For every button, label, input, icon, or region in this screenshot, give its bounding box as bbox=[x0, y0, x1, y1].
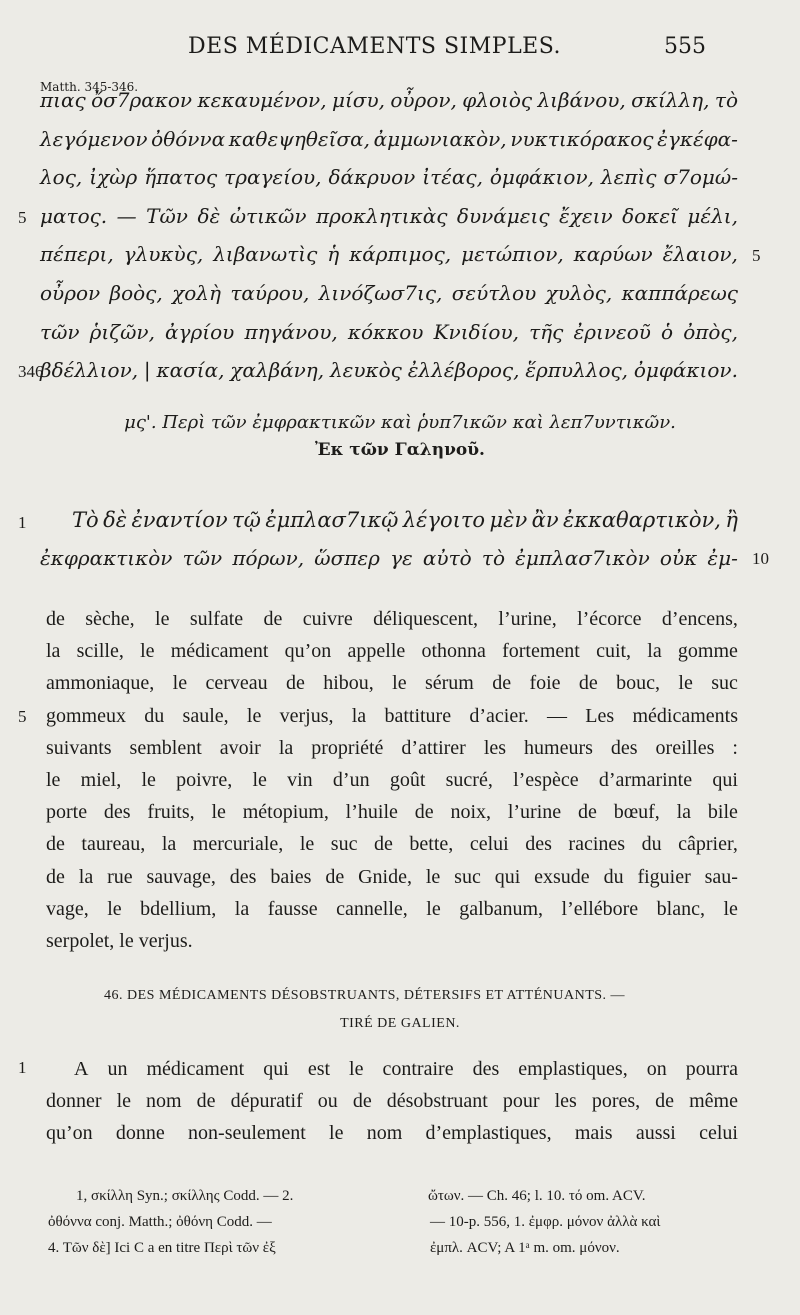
line-number: 5 bbox=[18, 207, 27, 227]
line-number: 5 bbox=[752, 246, 761, 266]
french-line: serpolet, le verjus. bbox=[46, 930, 193, 952]
greek-section-heading: μς'. Περὶ τῶν ἐμφρακτικῶν καὶ ῥυπ7ικῶν καὶ λεπ7υντικῶν. bbox=[124, 412, 676, 433]
french-line: la scille, le médicament qu’on appelle othonna fortement cuit, la gomme bbox=[46, 640, 738, 663]
greek-line: πιας ὄσ7ρακον κεκαυμένον, μίσυ, οὖρον, φλοιὸς λιβάνου, σκίλλη, τὸ bbox=[40, 88, 738, 112]
french-section-line: qu’on donne non-seulement le nom d’emplastiques, mais aussi celui bbox=[46, 1122, 738, 1144]
french-line: de la rue sauvage, des baies de Gnide, le suc qui exsude du figuier sau- bbox=[46, 865, 738, 888]
reference-note: Matth. 345-346. bbox=[40, 80, 139, 94]
line-number: 5 bbox=[18, 706, 27, 726]
french-section-line: A un médicament qui est le contraire des emplastiques, on pourra bbox=[74, 1058, 738, 1080]
page-number: 555 bbox=[664, 34, 706, 59]
greek-section-subheading: Ἐκ τῶν Γαληνοῦ. bbox=[315, 440, 485, 460]
footnote-left-line: ὀθόννα conj. Matth.; ὀθόνη Codd. — bbox=[48, 1214, 272, 1230]
french-line: de sèche, le sulfate de cuivre déliquescent, l’urine, l’écorce d’encens, bbox=[46, 608, 738, 630]
french-section-heading: 46. DES MÉDICAMENTS DÉSOBSTRUANTS, DÉTERSIFS ET ATTÉNUANTS. — bbox=[104, 988, 626, 1003]
greek-line: οὖρον βοὸς, χολὴ ταύρου, λινόζωσ7ις, σεύτλου χυλὸς, καππάρεως bbox=[40, 281, 738, 305]
footnote-left-line: 4. Τῶν δὲ] Ici C a en titre Περὶ τῶν ἐξ bbox=[48, 1240, 276, 1256]
running-title: DES MÉDICAMENTS SIMPLES. bbox=[188, 34, 562, 59]
french-line: suivants semblent avoir la propriété d’attirer les humeurs des oreilles : bbox=[46, 736, 738, 759]
french-section-line: donner le nom de dépuratif ou de désobstruant pour les pores, de même bbox=[46, 1090, 738, 1112]
french-line: ammoniaque, le cerveau de hibou, le sérum de foie de bouc, le suc bbox=[46, 672, 738, 695]
french-section-subheading: TIRÉ DE GALIEN. bbox=[340, 1016, 460, 1031]
french-line: gommeux du saule, le verjus, la battiture d’acier. — Les médicaments bbox=[46, 704, 738, 727]
greek-section-line: ἐκφρακτικὸν τῶν πόρων, ὥσπερ γε αὐτὸ τὸ ἐμπλασ7ικὸν οὐκ ἐμ- bbox=[40, 546, 738, 570]
footnote-left-line: 1, σκίλλη Syn.; σκίλλης Codd. — 2. bbox=[76, 1188, 294, 1204]
french-line: porte des fruits, le métopium, l’huile de noix, l’urine de bœuf, la bile bbox=[46, 801, 738, 824]
french-line: de taureau, la mercuriale, le suc de bette, celui des racines du câprier, bbox=[46, 833, 738, 856]
footnote-right-line: ἐμπλ. ACV; A 1ᵃ m. om. μόνον. bbox=[430, 1240, 620, 1256]
line-number: 346 bbox=[18, 362, 44, 382]
greek-line: βδέλλιον, | κασία, χαλβάνη, λευκὸς ἐλλέβορος, ἕρπυλλος, ὀμφάκιον. bbox=[40, 358, 738, 383]
greek-line: τῶν ῥιζῶν, ἀγρίου πηγάνου, κόκκου Κνιδίου, τῆς ἐρινεοῦ ὁ ὀπὸς, bbox=[40, 319, 738, 344]
footnote-right-line: ὤτων. — Ch. 46; l. 10. τό om. ACV. bbox=[428, 1188, 646, 1204]
french-line: vage, le bdellium, la fausse cannelle, le galbanum, l’ellébore blanc, le bbox=[46, 897, 738, 920]
greek-line: ματος. — Τῶν δὲ ὠτικῶν προκλητικὰς δυνάμεις ἔχειν δοκεῖ μέλι, bbox=[40, 203, 738, 228]
greek-line: λεγόμενον ὀθόννα καθεψηθεῖσα, ἀμμωνιακὸν, νυκτικόρακος ἐγκέφα- bbox=[40, 126, 738, 151]
line-number: 10 bbox=[752, 549, 769, 568]
footnote-right-line: — 10-p. 556, 1. ἐμφρ. μόνον ἀλλὰ καὶ bbox=[430, 1214, 661, 1230]
french-line: le miel, le poivre, le vin d’un goût sucré, l’espèce d’armarinte qui bbox=[46, 769, 738, 791]
greek-line: πέπερι, γλυκὺς, λιβανωτὶς ἡ κάρπιμος, μετώπιον, καρύων ἔλαιον, bbox=[40, 242, 738, 267]
greek-section-line: Τὸ δὲ ἐναντίον τῷ ἐμπλασ7ικῷ λέγοιτο μὲν ἂν ἐκκαθαρτικὸν, ἢ bbox=[72, 508, 738, 532]
greek-line: λος, ἰχὼρ ἥπατος τραγείου, δάκρυον ἰτέας, ὀμφάκιον, λεπὶς σ7ομώ- bbox=[40, 165, 738, 190]
line-number: 1 bbox=[18, 1058, 27, 1077]
line-number: 1 bbox=[18, 513, 27, 532]
